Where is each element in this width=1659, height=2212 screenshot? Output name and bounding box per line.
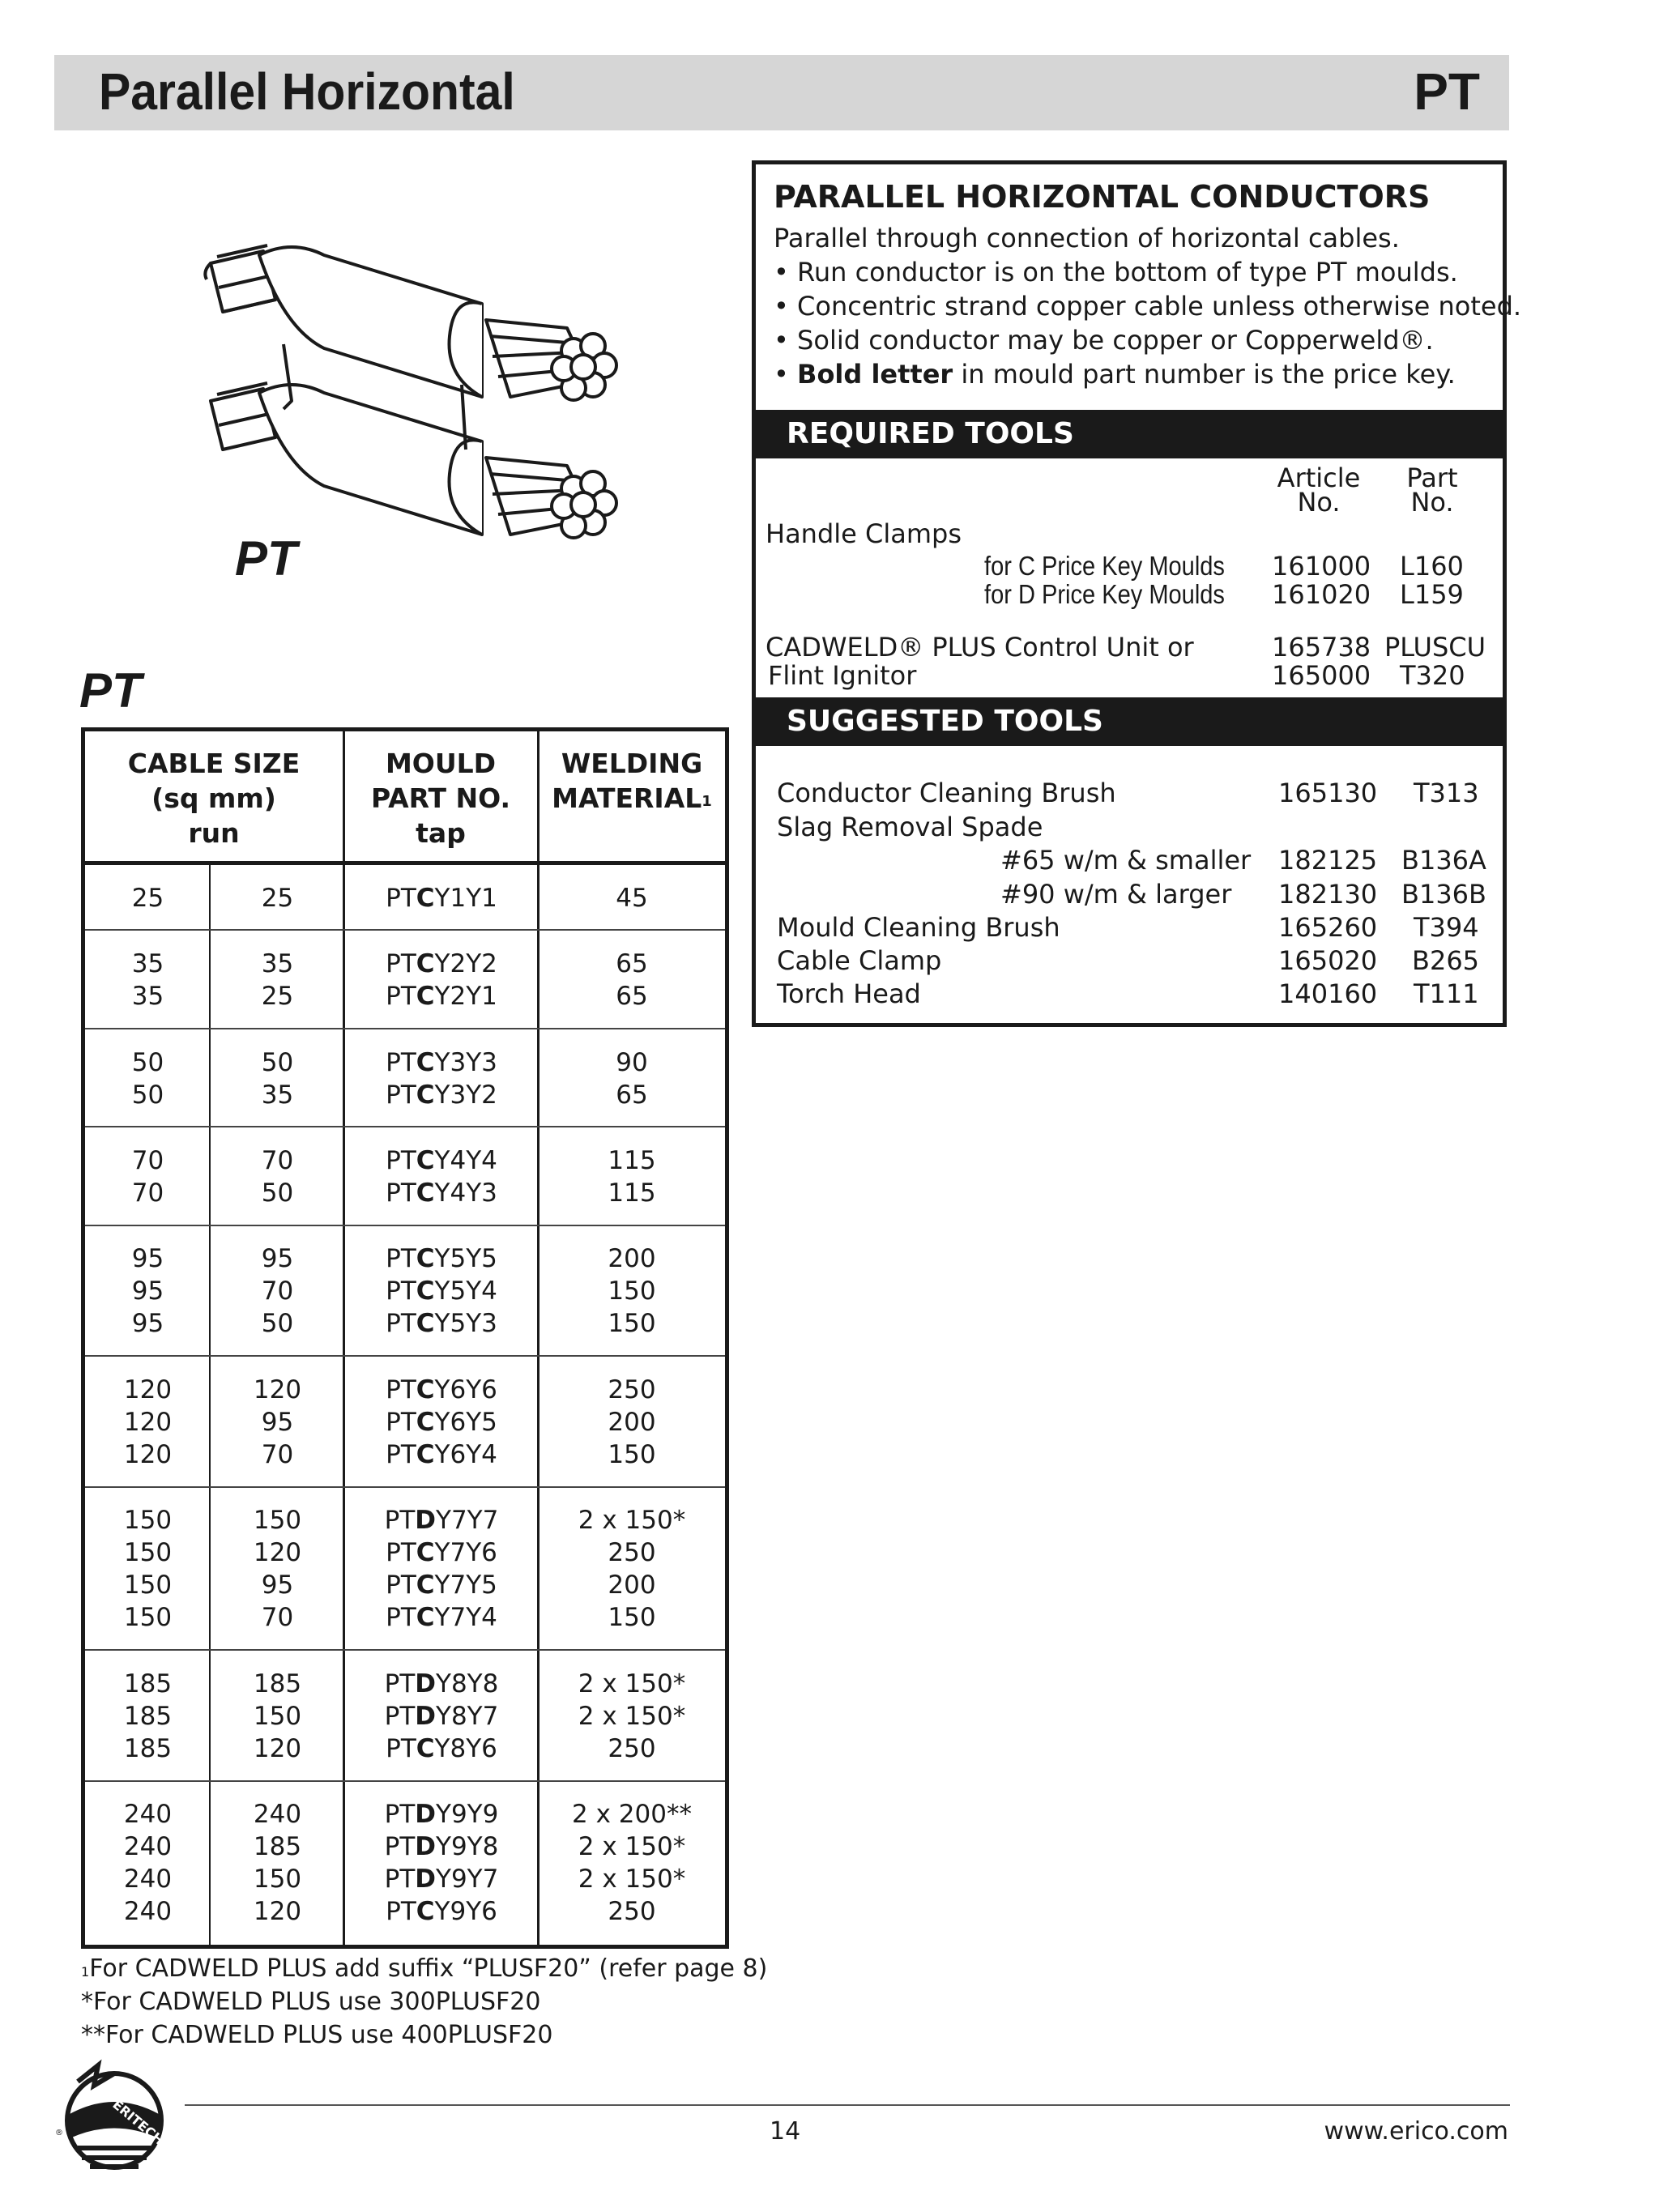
- cable-tap: 150: [253, 1865, 302, 1894]
- mould-part-no: PTCY6Y5: [386, 1407, 497, 1437]
- cable-tap: 120: [253, 1375, 302, 1404]
- price-key-letter: C: [416, 982, 435, 1012]
- price-key-letter: C: [416, 1375, 435, 1404]
- cable-run: 240: [123, 1800, 173, 1830]
- price-key-letter: D: [415, 1865, 437, 1894]
- cable-tap: 240: [253, 1800, 302, 1830]
- price-key-letter: C: [416, 1276, 435, 1306]
- handle-clamps-label: Handle Clamps: [766, 518, 962, 549]
- table-row: [85, 1374, 725, 1406]
- row-group: [85, 865, 725, 931]
- welding-material: 90: [616, 1047, 648, 1077]
- row-group: [85, 1357, 725, 1487]
- price-key-letter: C: [416, 1733, 435, 1763]
- mould-part-no: PTCY4Y3: [386, 1178, 497, 1208]
- flint-ignitor-label: Flint Ignitor: [768, 660, 917, 691]
- welding-material: 200: [608, 1407, 656, 1437]
- cable-tap: 120: [253, 1897, 302, 1927]
- mould-part-no: PTCY4Y4: [386, 1146, 497, 1176]
- illustration-label: PT: [235, 531, 297, 586]
- cable-run: 150: [123, 1571, 173, 1600]
- header-welding-line1: WELDING: [561, 748, 703, 779]
- price-key-letter: D: [415, 1669, 437, 1698]
- table-row: [85, 1275, 725, 1307]
- cable-run: 120: [123, 1375, 173, 1404]
- welding-material: 2 x 150*: [578, 1865, 686, 1894]
- page-title: Parallel Horizontal: [99, 62, 515, 121]
- mould-part-no: PTCY7Y6: [386, 1538, 497, 1568]
- table-row: [85, 1831, 725, 1863]
- welding-material: 250: [608, 1897, 656, 1927]
- cable-run: 185: [123, 1733, 173, 1763]
- mould-part-no: PTCY9Y6: [386, 1897, 497, 1927]
- footnote-marker: 1: [702, 793, 712, 810]
- header-mould-line2: PART NO.: [370, 782, 511, 814]
- price-key-letter: C: [416, 1080, 435, 1110]
- price-key-letter: C: [416, 1244, 435, 1274]
- part-no: T394: [1414, 912, 1479, 943]
- welding-material: 250: [608, 1538, 656, 1568]
- row-group: [85, 1226, 725, 1357]
- welding-material: 2 x 150*: [578, 1669, 686, 1698]
- mould-part-no: PTCY8Y6: [386, 1733, 497, 1763]
- cable-run: 70: [131, 1178, 164, 1208]
- col-article-line2: No.: [1297, 487, 1341, 518]
- part-no: B265: [1412, 945, 1480, 976]
- table-row: [85, 1895, 725, 1928]
- footnote-1: [81, 1952, 767, 1985]
- cable-tap: 70: [261, 1439, 294, 1469]
- mould-part-no: PTDY8Y7: [384, 1701, 499, 1731]
- cable-tap: 120: [253, 1538, 302, 1568]
- header-cable-size-line3: run: [188, 817, 240, 849]
- cable-tap: 50: [261, 1178, 294, 1208]
- price-key-letter: C: [416, 1897, 435, 1927]
- price-key-letter: C: [416, 949, 435, 979]
- price-key-letter: C: [416, 1538, 435, 1568]
- header-welding: [539, 746, 725, 816]
- welding-material: 150: [608, 1276, 656, 1306]
- footnote-1-mark: 1: [81, 1964, 90, 1980]
- mould-part-no: PTCY3Y2: [386, 1080, 497, 1110]
- footnote-2: *For CADWELD PLUS use 300PLUSF20: [81, 1988, 541, 2016]
- cable-tap: 50: [261, 1309, 294, 1339]
- welding-material: 2 x 200**: [572, 1800, 692, 1830]
- website-url: www.erico.com: [1324, 2117, 1508, 2146]
- welding-material: 200: [608, 1571, 656, 1600]
- row-group: [85, 1651, 725, 1781]
- table-row: [85, 882, 725, 914]
- required-tools-heading: REQUIRED TOOLS: [756, 410, 1503, 458]
- cable-run: 50: [131, 1047, 164, 1077]
- price-key-letter: C: [416, 1309, 435, 1339]
- article-no: 165738: [1272, 632, 1371, 663]
- tool-label: Torch Head: [777, 978, 921, 1009]
- cable-run: 150: [123, 1538, 173, 1568]
- row-group: [85, 1782, 725, 1945]
- cable-run: 50: [131, 1080, 164, 1110]
- footnote-1-text: For CADWELD PLUS add suffix “PLUSF20” (refer page 8): [89, 1954, 768, 1983]
- welding-material: 2 x 150*: [578, 1832, 686, 1862]
- header-welding-line2: MATERIAL: [552, 782, 702, 814]
- cable-run: 240: [123, 1897, 173, 1927]
- table-row: [85, 1536, 725, 1569]
- table-row: [85, 1504, 725, 1536]
- cable-tap: 95: [261, 1407, 294, 1437]
- welding-material: 200: [608, 1244, 656, 1274]
- page-number: 14: [770, 2117, 801, 2146]
- table-row: [85, 1863, 725, 1895]
- bullet-rest-text: in mould part number is the price key.: [953, 359, 1456, 390]
- part-no: T111: [1414, 978, 1479, 1009]
- price-key-letter: C: [416, 1603, 435, 1633]
- tool-label: Mould Cleaning Brush: [777, 912, 1060, 943]
- table-row: [85, 1406, 725, 1438]
- cable-run: 95: [131, 1244, 164, 1274]
- table-row: [85, 1798, 725, 1831]
- table-row: [85, 1144, 725, 1177]
- table-row: [85, 948, 725, 980]
- mould-part-no: PTCY5Y3: [386, 1309, 497, 1339]
- mould-part-no: PTCY3Y3: [386, 1047, 497, 1077]
- cable-run: 185: [123, 1669, 173, 1698]
- info-bullet: • Run conductor is on the bottom of type PT moulds.: [774, 257, 1458, 288]
- cable-run: 25: [131, 883, 164, 913]
- tool-label: #90 w/m & larger: [1000, 879, 1232, 910]
- table-row: [85, 1700, 725, 1733]
- mould-part-no: PTCY6Y4: [386, 1439, 497, 1469]
- article-no: 165260: [1278, 912, 1378, 943]
- mould-part-no: PTCY5Y5: [386, 1244, 497, 1274]
- table-row: [85, 1438, 725, 1471]
- row-group: [85, 1488, 725, 1651]
- part-no: T320: [1400, 660, 1465, 691]
- cable-tap: 185: [253, 1832, 302, 1862]
- part-no: T313: [1414, 778, 1479, 808]
- mould-part-no: PTCY2Y1: [386, 982, 497, 1012]
- table-row: [85, 1569, 725, 1601]
- article-no: 165130: [1278, 778, 1378, 808]
- header-mould: [344, 746, 537, 850]
- welding-material: 115: [608, 1178, 656, 1208]
- page-header: [54, 55, 1509, 130]
- cable-tap: 70: [261, 1146, 294, 1176]
- cable-run: 150: [123, 1506, 173, 1536]
- welding-material: 250: [608, 1733, 656, 1763]
- col-part-line1: Part: [1406, 462, 1458, 493]
- mould-part-no: PTCY6Y6: [386, 1375, 497, 1404]
- mould-part-no: PTCY5Y4: [386, 1276, 497, 1306]
- article-no: 182130: [1278, 879, 1378, 910]
- row-group: [85, 1127, 725, 1225]
- cable-run: 120: [123, 1439, 173, 1469]
- header-cable-size-line2: (sq mm): [151, 782, 276, 814]
- price-key-letter: C: [416, 1146, 435, 1176]
- article-no: 140160: [1278, 978, 1378, 1009]
- control-unit-label: CADWELD® PLUS Control Unit or: [766, 632, 1194, 663]
- footnote-3: **For CADWELD PLUS use 400PLUSF20: [81, 2021, 553, 2049]
- article-no: 182125: [1278, 845, 1378, 876]
- article-no: 161000: [1272, 551, 1371, 582]
- cable-tap: 150: [253, 1506, 302, 1536]
- svg-text:®: ®: [55, 2129, 63, 2137]
- logo-lettering: ERITECH: [109, 2096, 167, 2149]
- mould-part-no: PTDY9Y8: [384, 1832, 499, 1862]
- table-row: [85, 1668, 725, 1700]
- cable-tap: 70: [261, 1603, 294, 1633]
- cable-run: 185: [123, 1701, 173, 1731]
- part-no: L159: [1400, 579, 1464, 610]
- col-article: [1266, 462, 1371, 518]
- table-row: [85, 1046, 725, 1079]
- header-mould-line3: tap: [416, 817, 466, 849]
- welding-material: 65: [616, 949, 648, 979]
- part-no: PLUSCU: [1384, 632, 1486, 663]
- cable-run: 35: [131, 982, 164, 1012]
- mould-part-no: PTDY9Y9: [384, 1800, 499, 1830]
- welding-material: 65: [616, 982, 648, 1012]
- cable-tap: 150: [253, 1701, 302, 1731]
- row-group: [85, 931, 725, 1029]
- price-key-letter: C: [416, 1571, 435, 1600]
- cable-run: 240: [123, 1832, 173, 1862]
- cable-run: 95: [131, 1276, 164, 1306]
- mould-part-no: PTDY8Y8: [384, 1669, 499, 1698]
- row-group: [85, 1029, 725, 1127]
- tool-label: Slag Removal Spade: [777, 812, 1043, 842]
- price-key-letter: D: [415, 1800, 437, 1830]
- mould-part-no: PTCY2Y2: [386, 949, 497, 979]
- cable-run: 120: [123, 1407, 173, 1437]
- header-cable-size: [85, 746, 343, 850]
- price-key-letter: D: [415, 1506, 437, 1536]
- col-part: [1384, 462, 1481, 518]
- welding-material: 250: [608, 1375, 656, 1404]
- price-key-letter: D: [415, 1701, 437, 1731]
- welding-material: 65: [616, 1080, 648, 1110]
- header-cable-size-line1: CABLE SIZE: [127, 748, 301, 779]
- part-no: L160: [1400, 551, 1464, 582]
- welding-material: 115: [608, 1146, 656, 1176]
- col-article-line1: Article: [1277, 462, 1361, 493]
- cable-tap: 185: [253, 1669, 302, 1698]
- cable-run: 35: [131, 949, 164, 979]
- welding-material: 150: [608, 1309, 656, 1339]
- info-bullet: • Concentric strand copper cable unless otherwise noted.: [774, 291, 1522, 322]
- cable-run: 70: [131, 1146, 164, 1176]
- product-code: PT: [1414, 62, 1480, 121]
- info-description: Parallel through connection of horizontal cables.: [774, 223, 1400, 254]
- tool-label: for D Price Key Moulds: [984, 579, 1225, 609]
- info-title: PARALLEL HORIZONTAL CONDUCTORS: [774, 179, 1431, 215]
- section-label: PT: [79, 663, 142, 718]
- cable-tap: 35: [261, 949, 294, 979]
- price-key-letter: C: [416, 883, 435, 913]
- table-row: [85, 1601, 725, 1634]
- footnotes: [81, 1952, 767, 2052]
- welding-material: 2 x 150*: [578, 1506, 686, 1536]
- price-key-letter: C: [416, 1047, 435, 1077]
- table-row: [85, 1177, 725, 1209]
- cable-run: 150: [123, 1603, 173, 1633]
- part-no: B136A: [1401, 845, 1486, 876]
- mould-part-no: PTCY7Y5: [386, 1571, 497, 1600]
- cable-tap: 35: [261, 1080, 294, 1110]
- price-key-letter: C: [416, 1439, 435, 1469]
- article-no: 161020: [1272, 579, 1371, 610]
- header-mould-line1: MOULD: [385, 748, 497, 779]
- mould-part-no: PTCY7Y4: [386, 1603, 497, 1633]
- cable-tap: 50: [261, 1047, 294, 1077]
- info-bullet: [774, 357, 1456, 391]
- article-no: 165020: [1278, 945, 1378, 976]
- suggested-tools-heading: SUGGESTED TOOLS: [756, 697, 1503, 746]
- col-part-line2: No.: [1410, 487, 1454, 518]
- price-key-letter: D: [415, 1832, 437, 1862]
- info-box: [752, 160, 1522, 1027]
- welding-material: 150: [608, 1603, 656, 1633]
- cable-run: 95: [131, 1309, 164, 1339]
- bullet-mark: •: [774, 359, 798, 390]
- price-key-letter: C: [416, 1178, 435, 1208]
- bold-letter-text: Bold letter: [797, 359, 953, 390]
- tool-label: Cable Clamp: [777, 945, 942, 976]
- info-bullet: • Solid conductor may be copper or Copperweld®.: [774, 325, 1434, 356]
- tool-label: for C Price Key Moulds: [984, 551, 1225, 581]
- article-no: 165000: [1272, 660, 1371, 691]
- table-row: [85, 980, 725, 1012]
- table-row: [85, 1733, 725, 1765]
- footer-rule: [185, 2104, 1510, 2106]
- table-row: [85, 1307, 725, 1340]
- welding-material: 45: [616, 883, 648, 913]
- cable-tap: 25: [261, 883, 294, 913]
- mould-part-no: PTDY9Y7: [384, 1865, 499, 1894]
- cable-tap: 95: [261, 1244, 294, 1274]
- tool-label: #65 w/m & smaller: [1000, 845, 1252, 876]
- eritech-logo: [53, 2057, 167, 2179]
- welding-material: 2 x 150*: [578, 1701, 686, 1731]
- table-row: [85, 1079, 725, 1111]
- cable-tap: 25: [261, 982, 294, 1012]
- mould-part-no: PTDY7Y7: [384, 1506, 499, 1536]
- mould-table: [81, 727, 729, 1949]
- cable-tap: 120: [253, 1733, 302, 1763]
- cable-tap: 95: [261, 1571, 294, 1600]
- cable-tap: 70: [261, 1276, 294, 1306]
- cable-run: 240: [123, 1865, 173, 1894]
- tool-label: Conductor Cleaning Brush: [777, 778, 1116, 808]
- welding-material: 150: [608, 1439, 656, 1469]
- table-row: [85, 1242, 725, 1275]
- mould-part-no: PTCY1Y1: [386, 883, 497, 913]
- price-key-letter: C: [416, 1407, 435, 1437]
- part-no: B136B: [1401, 879, 1486, 910]
